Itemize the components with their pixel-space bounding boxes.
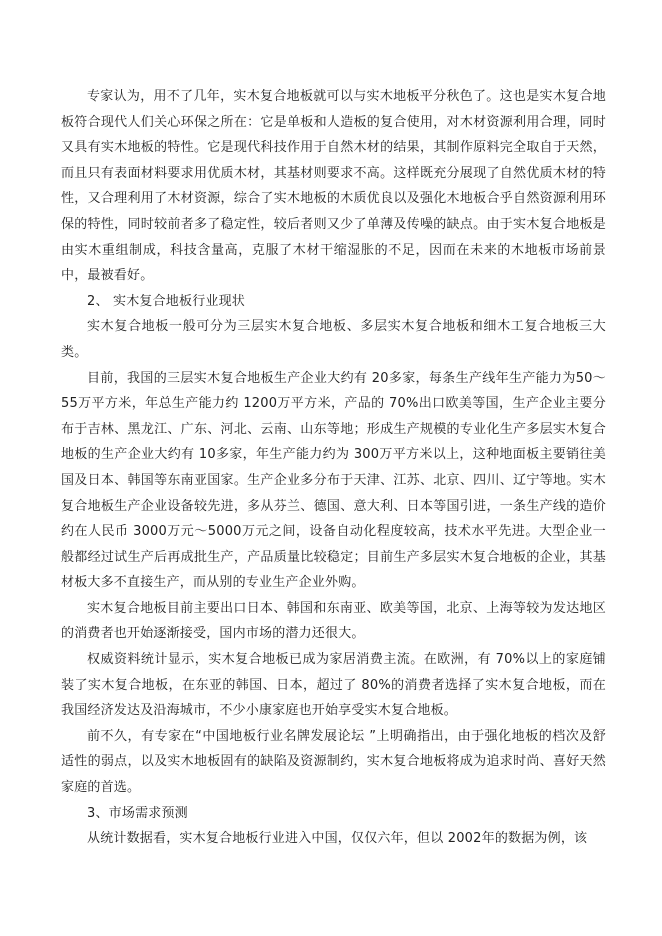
paragraph-export-markets: 实木复合地板目前主要出口日本、韩国和东南亚、欧美等国，北京、上海等较为发达地区的消费者也开始逐渐接受，国内市场的潜力还很大。 [61, 600, 606, 642]
section-heading-industry-status: 2、 实木复合地板行业现状 [87, 293, 246, 309]
paragraph-expert-view: 专家认为，用不了几年，实木复合地板就可以与实木地板平分秋色了。这也是实木复合地板符合现代人们关心环保之所在：它是单板和人造板的复合使用，对木材资源利用合理，同时又具有实木地板的特性。它是现代科技作用于自然木材的结果，其制作原料完全取自于天然，而且只有表面材料要求用优质木材，其基材则要求不高。这样既充分展现了自然优质木材的特性，又合理利用了木材资源，综合了实木地板的木质优良以及强化木地板合乎自然资源利用环保的特性，同时较前者多了稳定性，较后者则又少了单薄及传噪的缺点。由于实木复合地板是由实木重组制成，科技含量高，克服了木材干缩湿胀的不足，因而在未来的木地板市场前景中，最被看好。 [61, 89, 606, 284]
section-heading-demand-forecast: 3、市场需求预测 [87, 805, 188, 821]
paragraph-current-production: 目前，我国的三层实木复合地板生产企业大约有 20多家，每条生产线年生产能力为50～55万平方米，年总生产能力约 1200万平方米，产品的 70%出口欧美等国，生产企业主要分布于吉林、黑龙江、广东、河北、云南、山东等地；形成生产规模的专业化生产多层实木复合地板的生产企业大约有 10多家，年生产能力约为 300万平方米以上，这种地面板主要销往美国及日本、韩国等东南亚国家。生产企业多分布于天津、江苏、北京、四川、辽宁等地。实木复合地板生产企业设备较先进，多从芬兰、德国、意大利、日本等国引进，一条生产线的造价约在人民币 3000万元～5000万元之间，设备自动化程度较高，技术水平先进。大型企业一般都经过试生产后再成批生产，产品质量比较稳定；目前生产多层实木复合地板的企业，其基材板大多不直接生产，而从别的专业生产企业外购。 [61, 370, 606, 591]
paragraph-statistics: 权威资料统计显示，实木复合地板已成为家居消费主流。在欧洲，有 70%以上的家庭铺装了实木复合地板，在东亚的韩国、日本，超过了 80%的消费者选择了实木复合地板，而在我国经济发达及沿海城市，不少小康家庭也开始享受实木复合地板。 [61, 652, 606, 719]
paragraph-forum: 前不久，有专家在“中国地板行业名牌发展论坛 ”上明确指出，由于强化地板的档次及舒适性的弱点，以及实木地板固有的缺陷及资源制约，实木复合地板将成为追求时尚、喜好天然家庭的首选。 [61, 728, 606, 796]
document-body [61, 84, 606, 852]
paragraph-statistics-data: 从统计数据看，实木复合地板行业进入中国，仅仅六年，但以 2002年的数据为例，该 [87, 831, 588, 847]
paragraph-categories: 实木复合地板一般可分为三层实木复合地板、多层实木复合地板和细木工复合地板三大类。 [61, 319, 606, 360]
